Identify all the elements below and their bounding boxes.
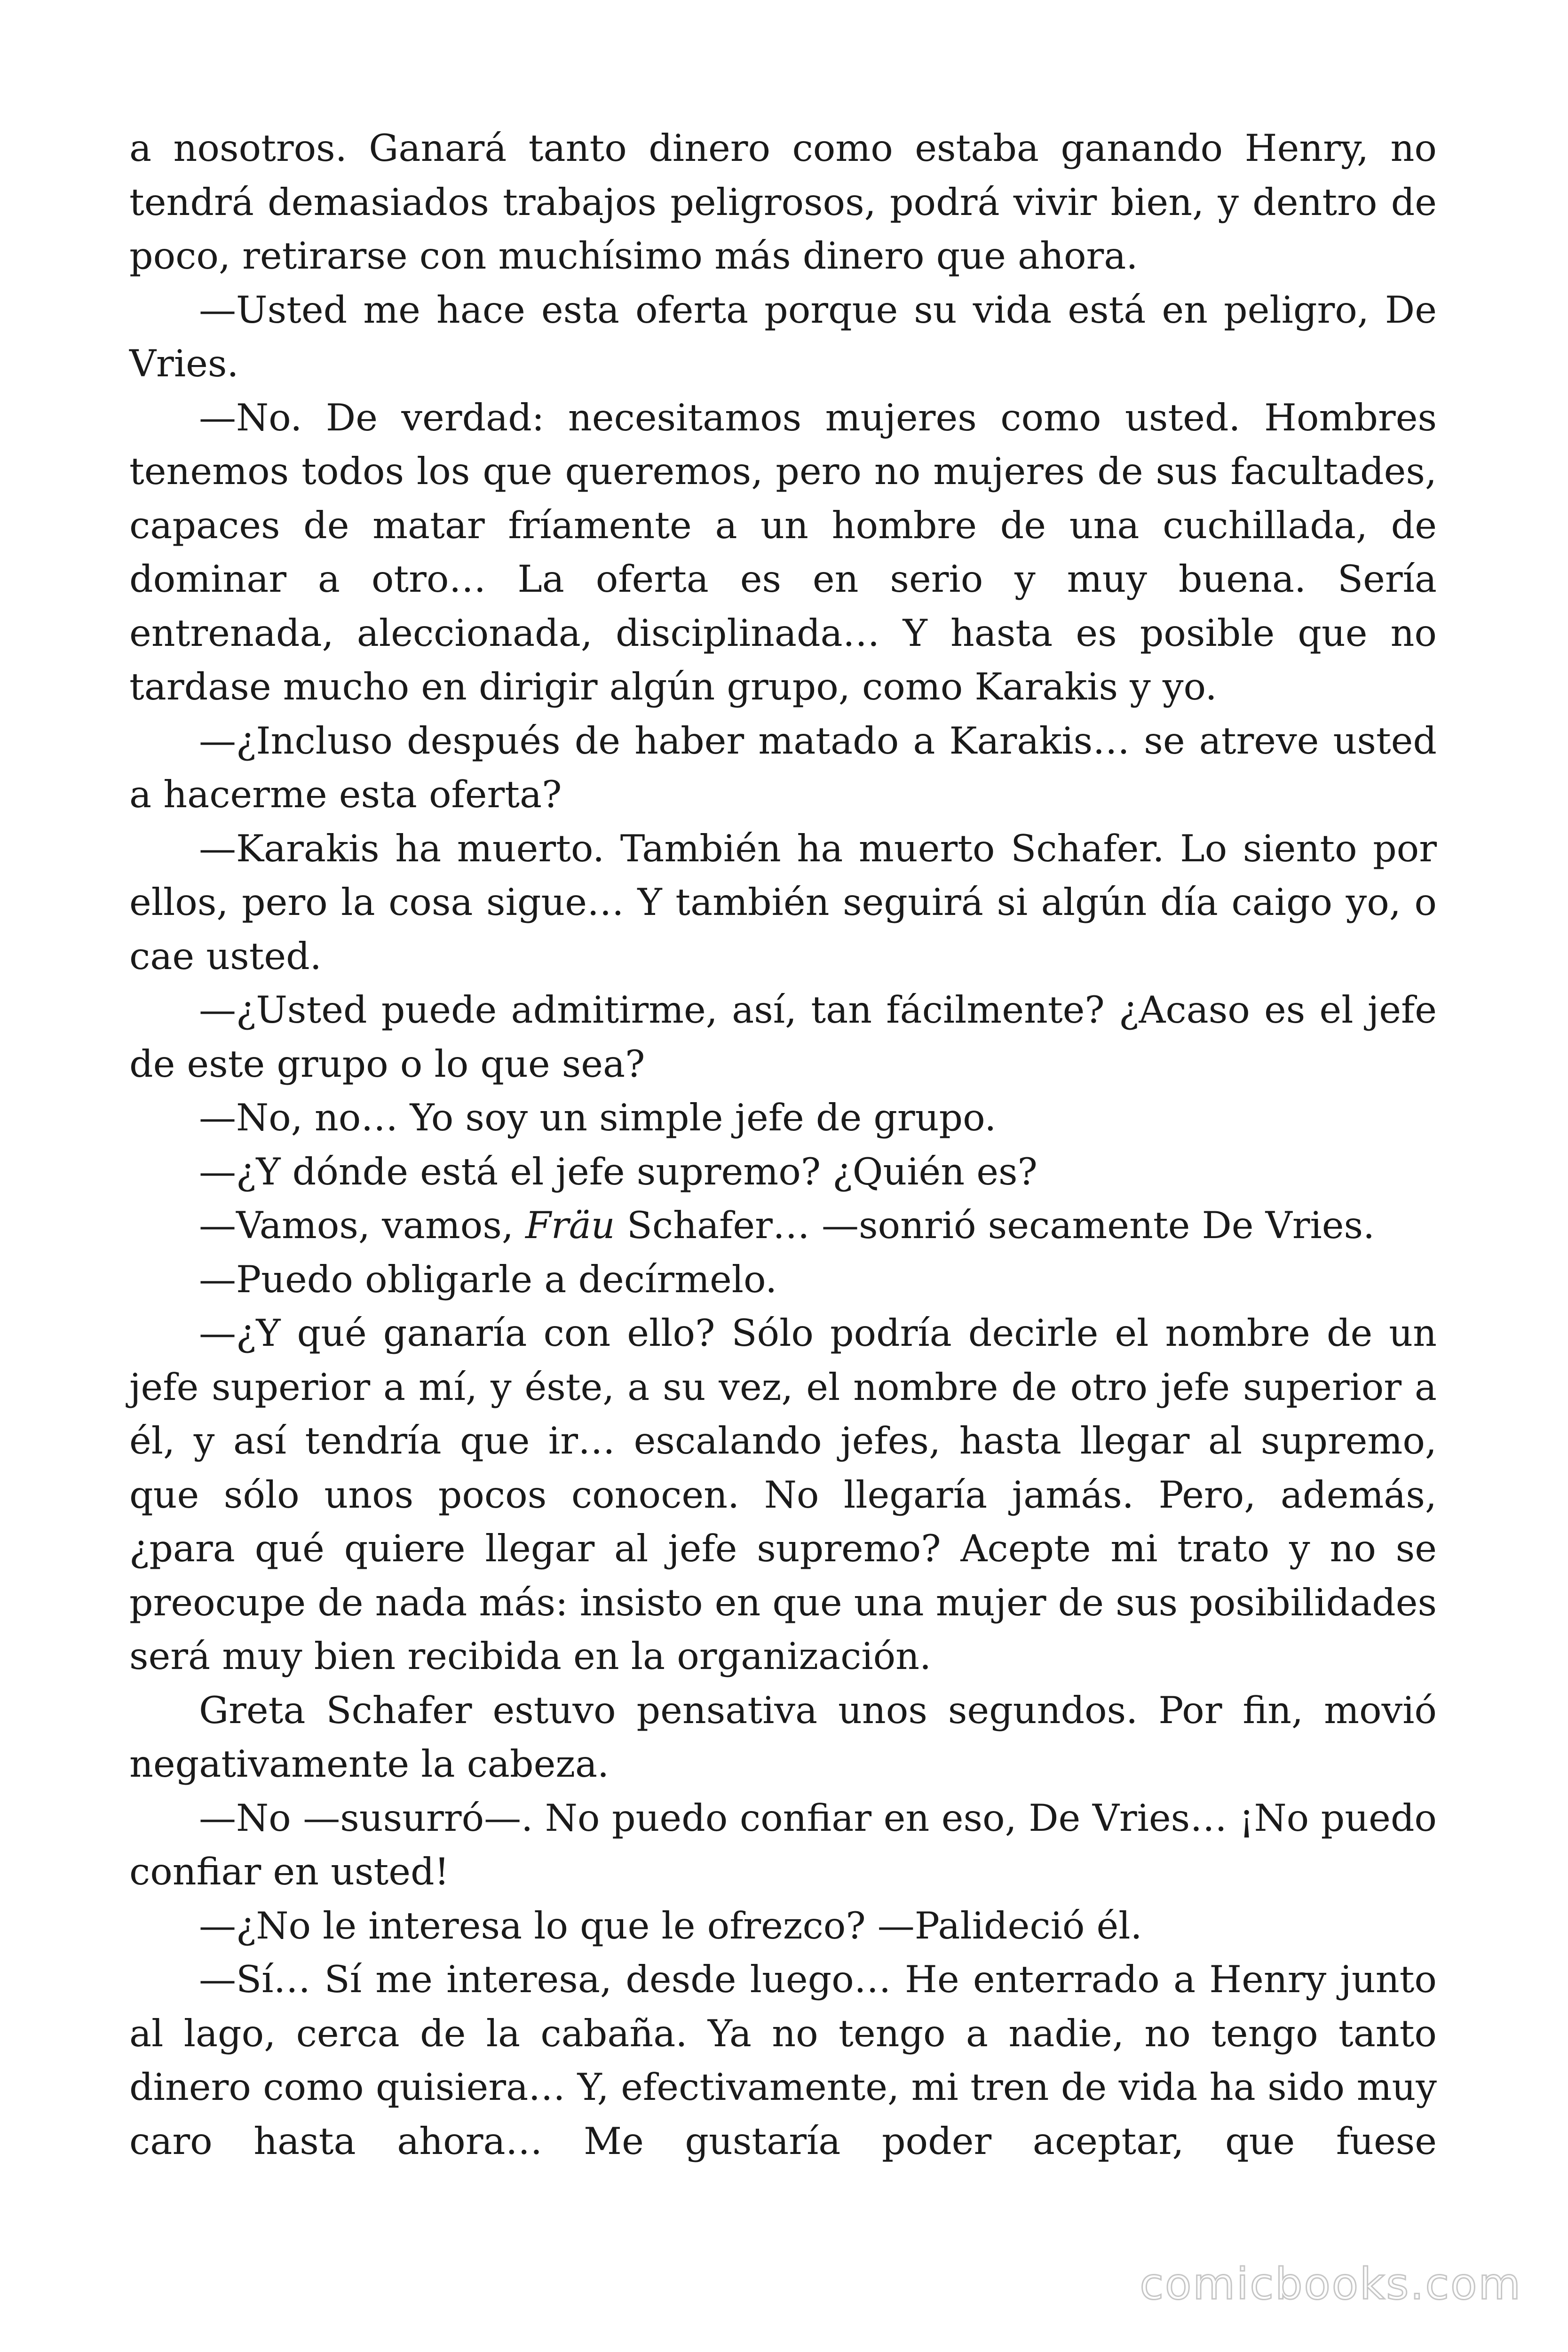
paragraph [129, 1899, 1437, 1953]
paragraph [129, 822, 1437, 984]
paragraph-text: —Sí… Sí me interesa, desde luego… He enterrado a Henry junto al lago, cerca de la cabaña. Ya no tengo a nadie, no tengo tanto dinero como quisiera… Y, efectivamente, mi tren de vida ha sido muy caro hasta ahora… Me gustaría poder aceptar, que fuese [129, 1958, 1437, 2163]
paragraph-text: —¿No le interesa lo que le ofrezco? —Palideció él. [199, 1904, 1142, 1947]
paragraph [129, 1684, 1437, 1791]
paragraph-text: Schafer… —sonrió secamente De Vries. [615, 1204, 1375, 1247]
paragraph [129, 1199, 1437, 1253]
book-page-text [129, 121, 1437, 2168]
paragraph [129, 1791, 1437, 1899]
paragraph [129, 1306, 1437, 1684]
paragraph-text: —No —susurró—. No puedo confiar en eso, De Vries… ¡No puedo confiar en usted! [129, 1796, 1437, 1893]
paragraph-text: —No. De verdad: necesitamos mujeres como usted. Hombres tenemos todos los que queremos, pero no mujeres de sus facultades, capaces de matar fríamente a un hombre de una cuchillada, de dominar a otro… La oferta es en serio y muy buena. Sería entrenada, aleccionada, disciplinada… Y hasta es posible que no tardase mucho en dirigir algún grupo, como Karakis y yo. [129, 396, 1437, 708]
paragraph [129, 1145, 1437, 1199]
paragraph-text: a nosotros. Ganará tanto dinero como estaba ganando Henry, no tendrá demasiados trabajos peligrosos, podrá vivir bien, y dentro de poco, retirarse con muchísimo más dinero que ahora. [129, 127, 1437, 278]
paragraph [129, 983, 1437, 1091]
paragraph [129, 283, 1437, 391]
paragraph-text: —Vamos, vamos, [199, 1204, 526, 1247]
paragraph-text: —¿Usted puede admitirme, así, tan fácilmente? ¿Acaso es el jefe de este grupo o lo que sea? [129, 988, 1437, 1086]
watermark-logo: comicbooks.com [1140, 2259, 1522, 2309]
paragraph [129, 1253, 1437, 1307]
paragraph-text: —No, no… Yo soy un simple jefe de grupo. [199, 1096, 997, 1139]
paragraph-text: —Karakis ha muerto. También ha muerto Schafer. Lo siento por ellos, pero la cosa sigue… Y también seguirá si algún día caigo yo, o cae usted. [129, 826, 1437, 978]
paragraph-text: —¿Incluso después de haber matado a Karakis… se atreve usted a hacerme esta oferta? [129, 719, 1437, 816]
paragraph [129, 1953, 1437, 2168]
paragraph-text: Greta Schafer estuvo pensativa unos segundos. Por fin, movió negativamente la cabeza. [129, 1688, 1437, 1786]
paragraph [129, 1091, 1437, 1145]
paragraph-text: —¿Y dónde está el jefe supremo? ¿Quién es? [199, 1150, 1037, 1193]
paragraph [129, 714, 1437, 822]
paragraph-text: —Usted me hace esta oferta porque su vida está en peligro, De Vries. [129, 288, 1437, 385]
italic-text: Fräu [525, 1204, 615, 1247]
paragraph [129, 121, 1437, 283]
paragraph-text: —Puedo obligarle a decírmelo. [199, 1257, 777, 1301]
paragraph [129, 391, 1437, 714]
paragraph-text: —¿Y qué ganaría con ello? Sólo podría decirle el nombre de un jefe superior a mí, y éste, a su vez, el nombre de otro jefe superior a él, y así tendría que ir… escalando jefes, hasta llegar al supremo, que sólo unos pocos conocen. No llegaría jamás. Pero, además, ¿para qué quiere llegar al jefe supremo? Acepte mi trato y no se preocupe de nada más: insisto en que una mujer de sus posibilidades será muy bien recibida en la organización. [129, 1311, 1437, 1678]
